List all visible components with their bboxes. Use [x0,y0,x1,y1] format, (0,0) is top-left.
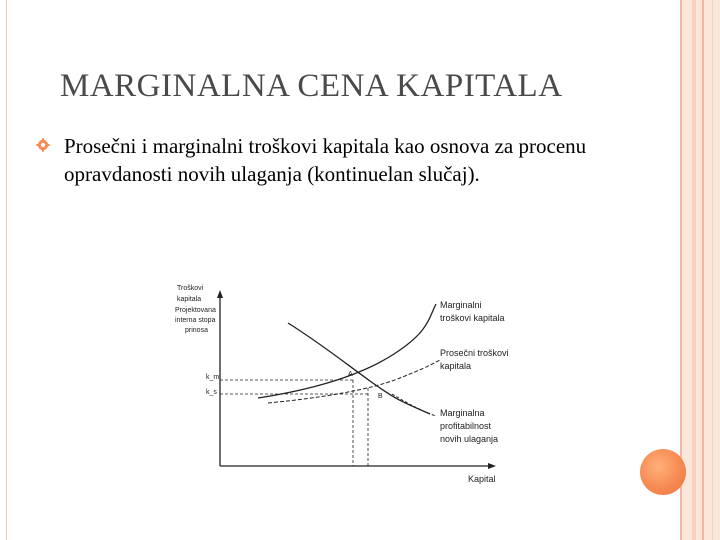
label-marginal-profitability-2: profitabilnost [440,421,492,431]
decorative-line [702,0,704,540]
marginal-cost-curve [258,304,436,398]
x-axis-label: Kapital [468,474,496,484]
cost-of-capital-diagram [160,268,520,493]
decorative-right-band [682,0,720,540]
point-label-a: A [348,371,353,378]
y-axis-arrow [217,290,223,298]
y-axis-label-line-2: kapitala [177,296,202,303]
decorative-line [692,0,696,540]
point-label-b: B [378,393,383,400]
label-marginal-profitability-1: Marginalna [440,408,485,418]
y-axis-label-line-5: prinosa [185,327,208,334]
label-average-cost-2: kapitala [440,361,472,371]
bullet-text: Prosečni i marginalni troškovi kapitala kao osnova za procenu opravdanosti novih ulaganja (kontinuelan slučaj). [64,134,587,186]
x-axis-arrow [488,463,496,469]
label-marginal-cost-1: Marginalni [440,300,482,310]
average-cost-curve [268,360,440,403]
y-axis-label-line-3: Projektovana [175,307,216,314]
y-axis-label-line-4: interna stopa [175,317,216,324]
marginal-profitability-tail [392,394,436,416]
label-marginal-cost-2: troškovi kapitala [440,313,505,323]
marginal-profitability-curve [288,323,430,414]
gear-bullet-icon [36,138,50,152]
y-tick-km: k_m [206,374,220,381]
label-marginal-profitability-3: novih ulaganja [440,434,499,444]
decorative-orange-circle [640,449,686,495]
decorative-line [712,0,713,540]
slide-title: MARGINALNA CENA KAPITALA [60,68,563,104]
y-tick-ks: k_s [206,389,217,396]
label-average-cost-1: Prosečni troškovi [440,348,509,358]
y-axis-label-line-1: Troškovi [177,285,204,292]
frame-left-line [6,0,7,540]
